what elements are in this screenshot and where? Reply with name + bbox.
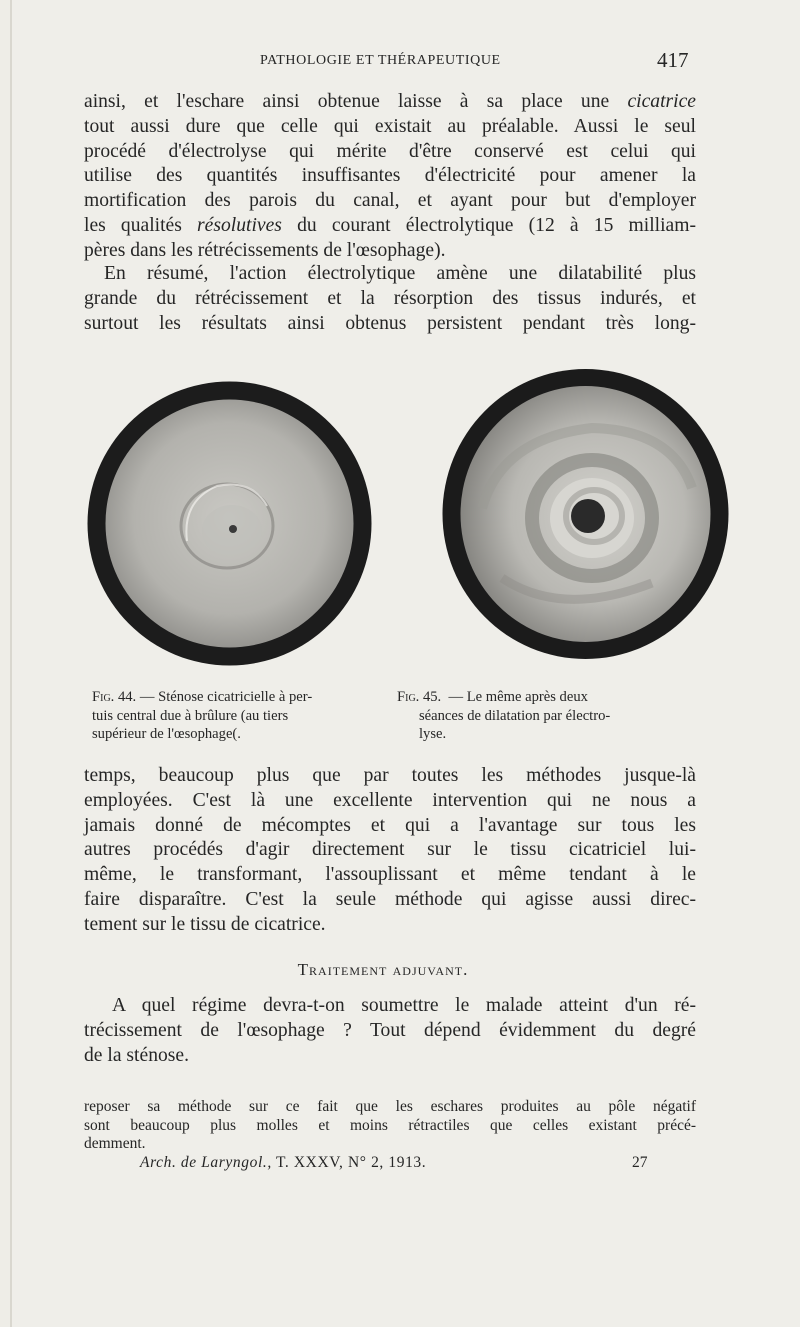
text-line: tout aussi dure que celle qui existait au préalable. Aussi le seul [84, 115, 696, 137]
paragraph-regime [84, 994, 696, 1068]
figure-label: Fig. 44. [92, 689, 137, 705]
text-line: tement sur le tissu de cicatrice. [84, 913, 326, 935]
text-line: autres procédés d'agir directement sur le tissu cicatriciel lui- [84, 839, 696, 861]
journal-volume: T. XXXV, N° 2, 1913. [276, 1154, 427, 1171]
sheet-number: 27 [632, 1154, 648, 1171]
text-line: employées. C'est là une excellente intervention qui ne nous a [84, 789, 696, 811]
running-head: PATHOLOGIE ET THÉRAPEUTIQUE [260, 53, 501, 68]
figure-44-caption [92, 688, 392, 744]
text-line: jamais donné de mécomptes et qui a l'avantage sur tous les [84, 814, 696, 836]
page-number: 417 [657, 48, 689, 72]
paragraph-conclusion [84, 764, 696, 938]
text-line: faire disparaître. C'est la seule méthode qui agisse aussi direc- [84, 888, 696, 910]
book-page [10, 0, 800, 1327]
figure-45-caption [397, 688, 697, 744]
text-line: les qualités [84, 214, 182, 236]
text-line: mortification des parois du canal, et ayant pour but d'employer [84, 190, 696, 212]
figure-45-endoscopic-view [442, 368, 729, 660]
text-line: temps, beaucoup plus que par toutes les méthodes jusque-là [84, 765, 696, 786]
journal-name: Arch. de Laryngol., [140, 1154, 272, 1171]
footnote [84, 1098, 696, 1154]
italic-term: résolutives [197, 214, 282, 236]
text-line: trécissement de l'œsophage ? Tout dépend évidemment du degré [84, 1019, 696, 1041]
text-line: utilise des quantités insuffisantes d'électricité pour amener la [84, 165, 696, 187]
text-line: grande du rétrécissement et la résorption des tissus indurés, et [84, 287, 696, 309]
paragraph-electrolysis-procedure [84, 90, 696, 264]
text-line: surtout les résultats ainsi obtenus persistent pendant très long- [84, 312, 696, 334]
journal-signature [140, 1154, 426, 1172]
caption-line: — Le même après deux [448, 689, 588, 705]
text-line: pères dans les rétrécissements de l'œsophage). [84, 239, 446, 261]
page-header [12, 50, 800, 74]
footnote-line: sont beaucoup plus molles et moins rétractiles que celles existant précé- [84, 1116, 696, 1134]
figure-label: Fig. 45. [397, 689, 442, 705]
text-line: du courant électrolytique (12 à 15 milliam- [297, 214, 697, 236]
footnote-line: reposer sa méthode sur ce fait que les eschares produites au pôle négatif [84, 1098, 696, 1115]
caption-line: — Sténose cicatricielle à per- [139, 689, 313, 705]
figure-44-endoscopic-view [87, 381, 372, 666]
section-heading: Traitement adjuvant. [297, 960, 469, 979]
caption-line: supérieur de l'œsophage(. [92, 726, 241, 742]
italic-term: cicatrice [627, 91, 696, 112]
text-line: procédé d'électrolyse qui mérite d'être conservé est celui qui [84, 140, 696, 162]
text-line: ainsi, et l'eschare ainsi obtenue laisse à sa place une [84, 91, 610, 112]
caption-line: lyse. [419, 726, 447, 742]
footnote-line: demment. [84, 1135, 146, 1152]
caption-line: séances de dilatation par électro- [419, 707, 611, 724]
paragraph-summary [84, 262, 696, 336]
text-line: même, le transformant, l'assouplissant et même tendant à le [84, 864, 696, 886]
caption-line: tuis central due à brûlure (au tiers [92, 707, 289, 724]
text-line: A quel régime devra-t-on soumettre le malade atteint d'un ré- [112, 995, 696, 1016]
text-line: En résumé, l'action électrolytique amène une dilatabilité plus [104, 263, 696, 284]
text-line: de la sténose. [84, 1044, 190, 1066]
